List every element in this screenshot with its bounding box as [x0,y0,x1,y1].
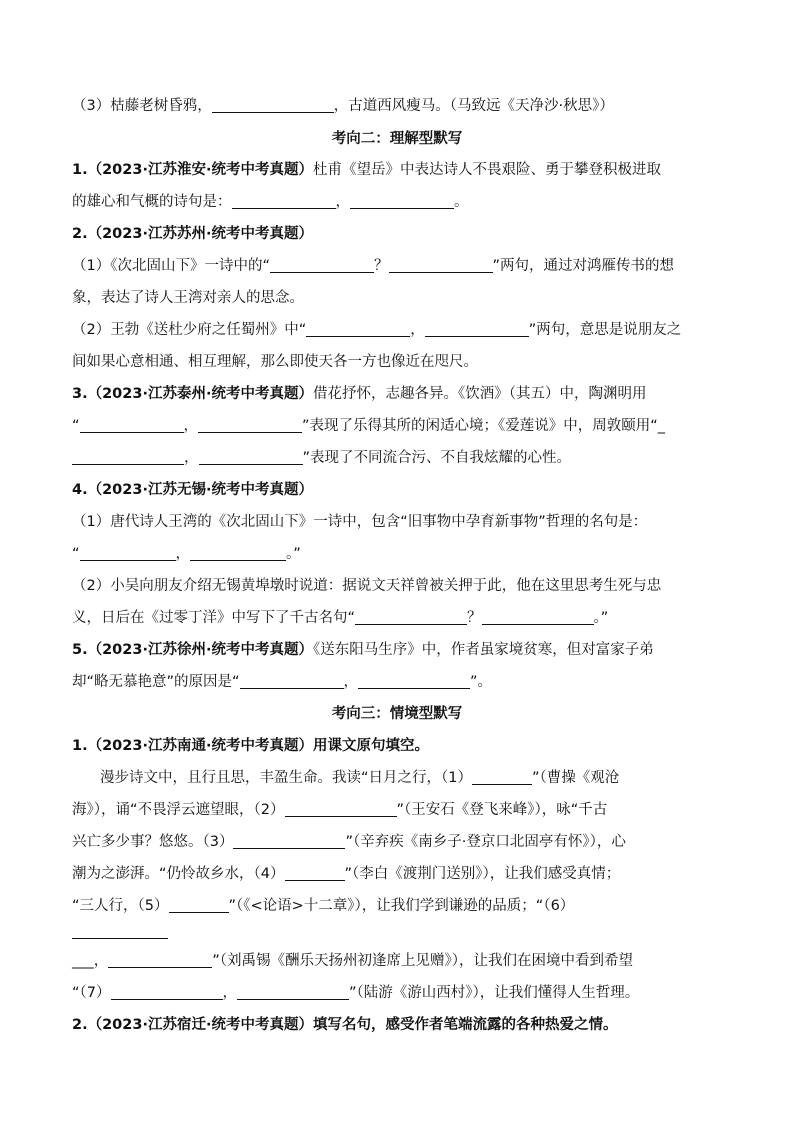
answer-blank[interactable] [285,800,397,817]
comma: ， [222,985,237,1001]
comma: ， [175,546,191,562]
answer-blank[interactable] [237,983,349,1000]
s3-p7-a: “（7） [72,985,111,1001]
s2-q1-text-b: 的雄心和气概的诗句是： [72,194,232,210]
s3-q1-label: 1.（2023·江苏南通·统考中考真题）用课文原句填空。 [72,738,429,754]
answer-blank[interactable] [233,832,345,849]
answer-blank[interactable] [232,192,336,209]
answer-blank[interactable] [111,983,223,1000]
s3-p4-b: ”（李白《渡荆门送别》），让我们感受真情； [344,866,621,882]
answer-blank[interactable] [198,416,302,433]
s2-q5-line1 [72,640,722,660]
s3-p4-a: 潮为之澎湃。“仍怜故乡水，（4） [72,866,285,882]
period: 。 [454,194,469,210]
s3-p5-a: “三人行，（5） [72,898,169,914]
s3-p7-b: ”（陆游《游山西村》），让我们懂得人生哲理。 [349,985,640,1001]
s3-p4 [72,864,722,884]
answer-blank[interactable] [199,448,303,465]
s3-p5 [72,896,722,916]
s2-q4-2-line1: （2）小吴向朋友介绍无锡黄埠墩时说道：据说文天祥曾被关押于此，他在这里思考生死与忠 [72,578,662,594]
answer-blank[interactable] [358,672,470,689]
s3-p6 [72,951,722,971]
answer-blank[interactable] [108,951,212,968]
s2-q3-label: 3.（2023·江苏泰州·统考中考真题） [72,386,313,402]
answer-blank[interactable] [355,608,467,625]
s2-q1-line1 [72,160,722,180]
answer-blank[interactable] [80,544,176,561]
s2-q3-line3 [72,448,722,468]
s2-q4-2-prefix: 义，日后在《过零丁洋》中写下了千古名句“ [72,610,356,626]
question-mark: ？ [374,258,389,274]
s3-p1-a: 漫步诗文中，且行且思，丰盈生命。我读“日月之行，（1） [100,770,472,786]
open-quote: “ [72,418,80,434]
close-quote: ”。 [470,674,493,690]
s2-q2-2-prefix: （2）王勃《送杜少府之任蜀州》中“ [72,322,307,338]
s2-q2-1-suffix: ”两句，通过对鸿雁传书的想 [492,258,675,274]
s2-q3-line3-suffix: ”表现了不同流合污、不自我炫耀的心性。 [302,450,572,466]
comma: ， [183,418,199,434]
s2-q4-1-line1: （1）唐代诗人王湾的《次北固山下》一诗中，包含“旧事物中孕育新事物”哲理的名句是： [72,514,648,530]
s3-p1-b: ”（曹操《观沧 [532,770,620,786]
s3-p7 [72,983,722,1003]
answer-blank[interactable] [389,256,493,273]
answer-blank[interactable] [350,192,454,209]
comma: ， [410,322,425,338]
comma: ， [335,194,350,210]
s3-q2-label: 2.（2023·江苏宿迁·统考中考真题）填写名句，感受作者笔端流露的各种热爱之情。 [72,1017,618,1033]
answer-blank[interactable] [425,320,529,337]
s3-p3-a: 兴亡多少事？悠悠。（3） [72,834,234,850]
question-mark: ？ [467,610,482,626]
s2-q1-label: 1.（2023·江苏淮安·统考中考真题） [72,162,313,178]
s2-q3-line2 [72,416,722,436]
s3-p5-b: ”（《<论语>十二章》），让我们学到谦逊的品质；“（6） [228,898,575,914]
comma: ， [343,674,359,690]
s2-q2-1-prefix: （1）《次北固山下》一诗中的“ [72,258,270,274]
s2-q3-text: 借花抒怀，志趣各异。《饮酒》（其五）中，陶渊明用 [312,386,647,402]
s2-q5-prefix: 却“略无慕艳意”的原因是“ [72,674,240,690]
answer-blank[interactable] [285,864,345,881]
s2-q2-label: 2.（2023·江苏苏州·统考中考真题） [72,226,313,242]
answer-blank[interactable] [80,416,184,433]
s2-q2-1-line2: 象，表达了诗人王湾对亲人的思念。 [72,290,304,306]
s3-p2-a: 海》），诵“不畏浮云遮望眼，（2） [72,802,285,818]
answer-blank[interactable] [306,320,410,337]
s3-p6-a: ___， [72,953,109,969]
q3-prefix: （3）枯藤老树昏鸦， [72,98,212,114]
s2-q5-label: 5.（2023·江苏徐州·统考中考真题） [72,642,313,658]
answer-blank[interactable] [482,608,594,625]
answer-blank[interactable] [212,96,334,113]
section-3-title: 考向三：情境型默写 [331,706,463,722]
s3-p3 [72,832,722,852]
s2-q5-text: 《送东阳马生序》中，作者虽家境贫寒，但对富家子弟 [312,642,654,658]
answer-blank[interactable] [190,544,286,561]
s2-q2-2-line2: 间如果心意相通、相互理解，那么即使天各一方也像近在咫尺。 [72,354,478,370]
s3-p2-b: ”（王安石《登飞来峰》），咏“千古 [396,802,608,818]
answer-blank[interactable] [270,256,374,273]
answer-blank[interactable] [472,768,532,785]
answer-blank[interactable] [72,448,184,465]
close-quote: 。” [593,610,609,626]
s3-p6-b: ”（刘禹锡《酬乐天扬州初逢席上见赠》），让我们在困境中看到希望 [212,953,634,969]
s2-q3-line1 [72,384,722,404]
answer-blank[interactable] [240,672,344,689]
s3-p2 [72,800,722,820]
section-2-title: 考向二：理解型默写 [331,131,463,147]
s2-q2-2-suffix: ”两句，意思是说朋友之 [528,322,682,338]
answer-blank-wrap[interactable] [72,938,168,939]
s2-q4-2-line2 [72,608,722,628]
close-quote: 。” [286,546,301,562]
comma: ， [184,450,199,466]
s2-q2-1-line1 [72,256,722,276]
s2-q4-label: 4.（2023·江苏无锡·统考中考真题） [72,482,313,498]
s2-q3-line2-suffix: ”表现了乐得其所的闲适心境；《爱莲说》中，周敦颐用“_ [302,418,666,434]
s2-q2-2-line1 [72,320,722,340]
question-3-line [72,96,722,116]
answer-blank[interactable] [169,896,229,913]
q3-suffix: ，古道西风瘦马。（马致远《天净沙·秋思》） [333,98,614,114]
open-quote: “ [72,546,80,562]
s2-q4-1-line2 [72,544,722,564]
s2-q1-text: 杜甫《望岳》中表达诗人不畏艰险、勇于攀登积极进取 [312,162,661,178]
s2-q1-line2 [72,192,722,212]
s3-p3-b: ”（辛弃疾《南乡子·登京口北固亭有怀》），心 [345,834,626,850]
s2-q5-line2 [72,672,722,692]
s3-p1 [72,768,750,788]
